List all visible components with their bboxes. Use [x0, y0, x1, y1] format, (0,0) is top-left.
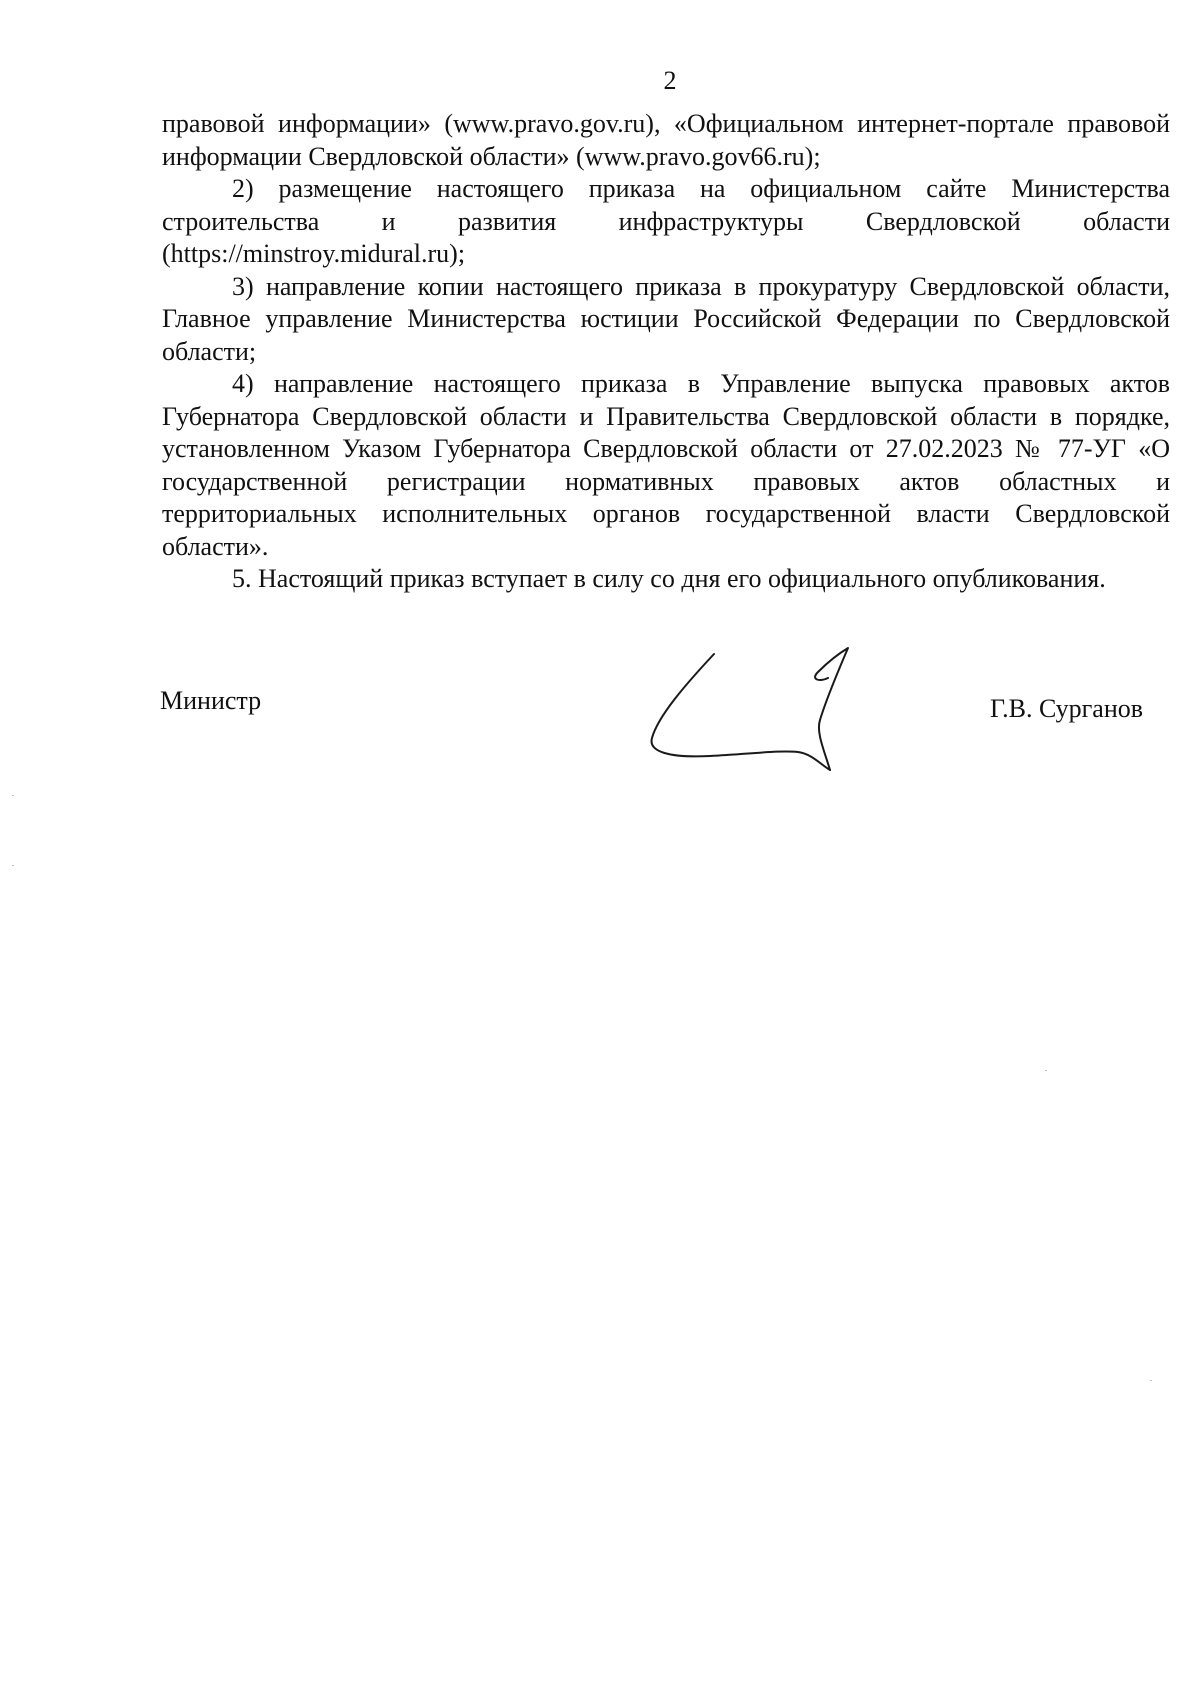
paragraph-publication-portals: правовой информации» (www.pravo.gov.ru), «Официальном интернет-портале правовой информации Свердловской области» (www.pravo.gov66.ru); [162, 109, 1170, 171]
paragraph-effective-date: 5. Настоящий приказ вступает в силу со дня его официального опубликования. [232, 564, 1106, 593]
scan-speck [12, 795, 14, 796]
scan-speck [1150, 1380, 1152, 1381]
document-body [162, 108, 1170, 596]
paragraph-website-posting: 2) размещение настоящего приказа на официальном сайте Министерства строительства и развития инфраструктуры Свердловской области (https://minstroy.midural.ru); [162, 174, 1170, 268]
paragraph-prosecutor-copy: 3) направление копии настоящего приказа в прокуратуру Свердловской области, Главное управление Министерства юстиции Российской Федерации по Свердловской области; [162, 271, 1170, 366]
paragraph-governor-directorate: 4) направление настоящего приказа в Управление выпуска правовых актов Губернатора Свердловской области и Правительства Свердловской области в порядке, установленном Указом Губернатора Свердловской области от 27.02.2023 № 77-УГ «О государственной регистрации нормативных правовых актов областных и территориальных исполнительных органов государственной власти Свердловской области». [162, 369, 1170, 561]
scan-speck [1045, 1070, 1047, 1071]
signature-icon [640, 640, 890, 780]
signatory-name: Г.В. Сурганов [990, 694, 1144, 723]
page-number: 2 [663, 66, 677, 95]
scan-speck [12, 865, 14, 866]
signatory-title: Министр [160, 686, 262, 715]
